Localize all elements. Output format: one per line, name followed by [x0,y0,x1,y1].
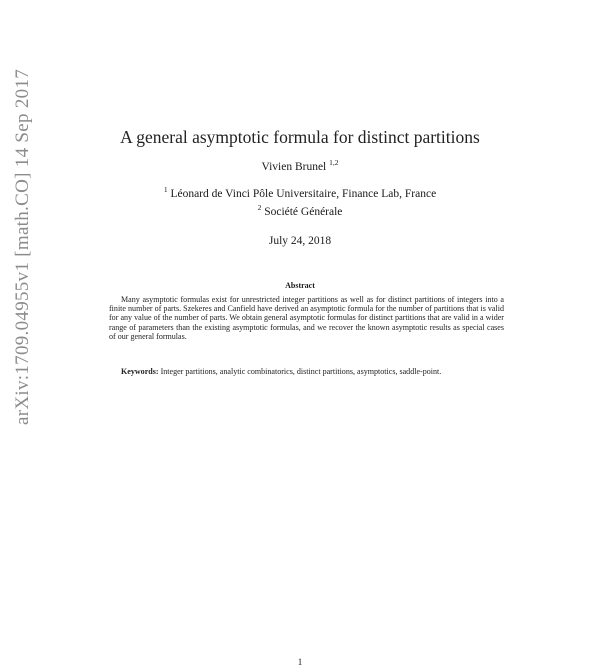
paper-date: July 24, 2018 [268,235,332,247]
author-name: Vivien Brunel [261,161,327,173]
keywords-text: Integer partitions, analytic combinatorics, distinct partitions, asymptotics, saddle-point. [160,367,442,376]
author-affiliation-marks: 1,2 [329,158,339,167]
affiliation-1-text: Léonard de Vinci Pôle Universitaire, Finance Lab, France [170,188,437,200]
affiliation-1-mark: 1 [163,185,168,194]
arxiv-identifier-stamp: arXiv:1709.04955v1 [math.CO] 14 Sep 2017 [12,68,33,425]
keywords-label: Keywords: [121,367,159,376]
author-line [0,158,600,173]
affiliation-2-mark: 2 [257,203,262,212]
affiliation-2 [0,203,600,218]
affiliation-1 [0,185,600,200]
affiliation-2-text: Société Générale [264,206,343,218]
paper-title: A general asymptotic formula for distinct partitions [120,127,480,147]
abstract-body: Many asymptotic formulas exist for unrestricted integer partitions as well as for distinct partitions of integers into a finite number of parts. Szekeres and Canfield have derived an asymptotic formula for the number of partitions that is valid for any value of the number of parts. We obtain general asymptotic formulas for distinct partitions that are valid in a wider range of parameters than the existing asymptotic formulas, and we recover the known asymptotic results as special cases of our general formulas. [109,295,504,341]
abstract-heading: Abstract [285,281,315,290]
page-number: 1 [297,657,303,667]
keywords-paragraph [109,367,504,376]
